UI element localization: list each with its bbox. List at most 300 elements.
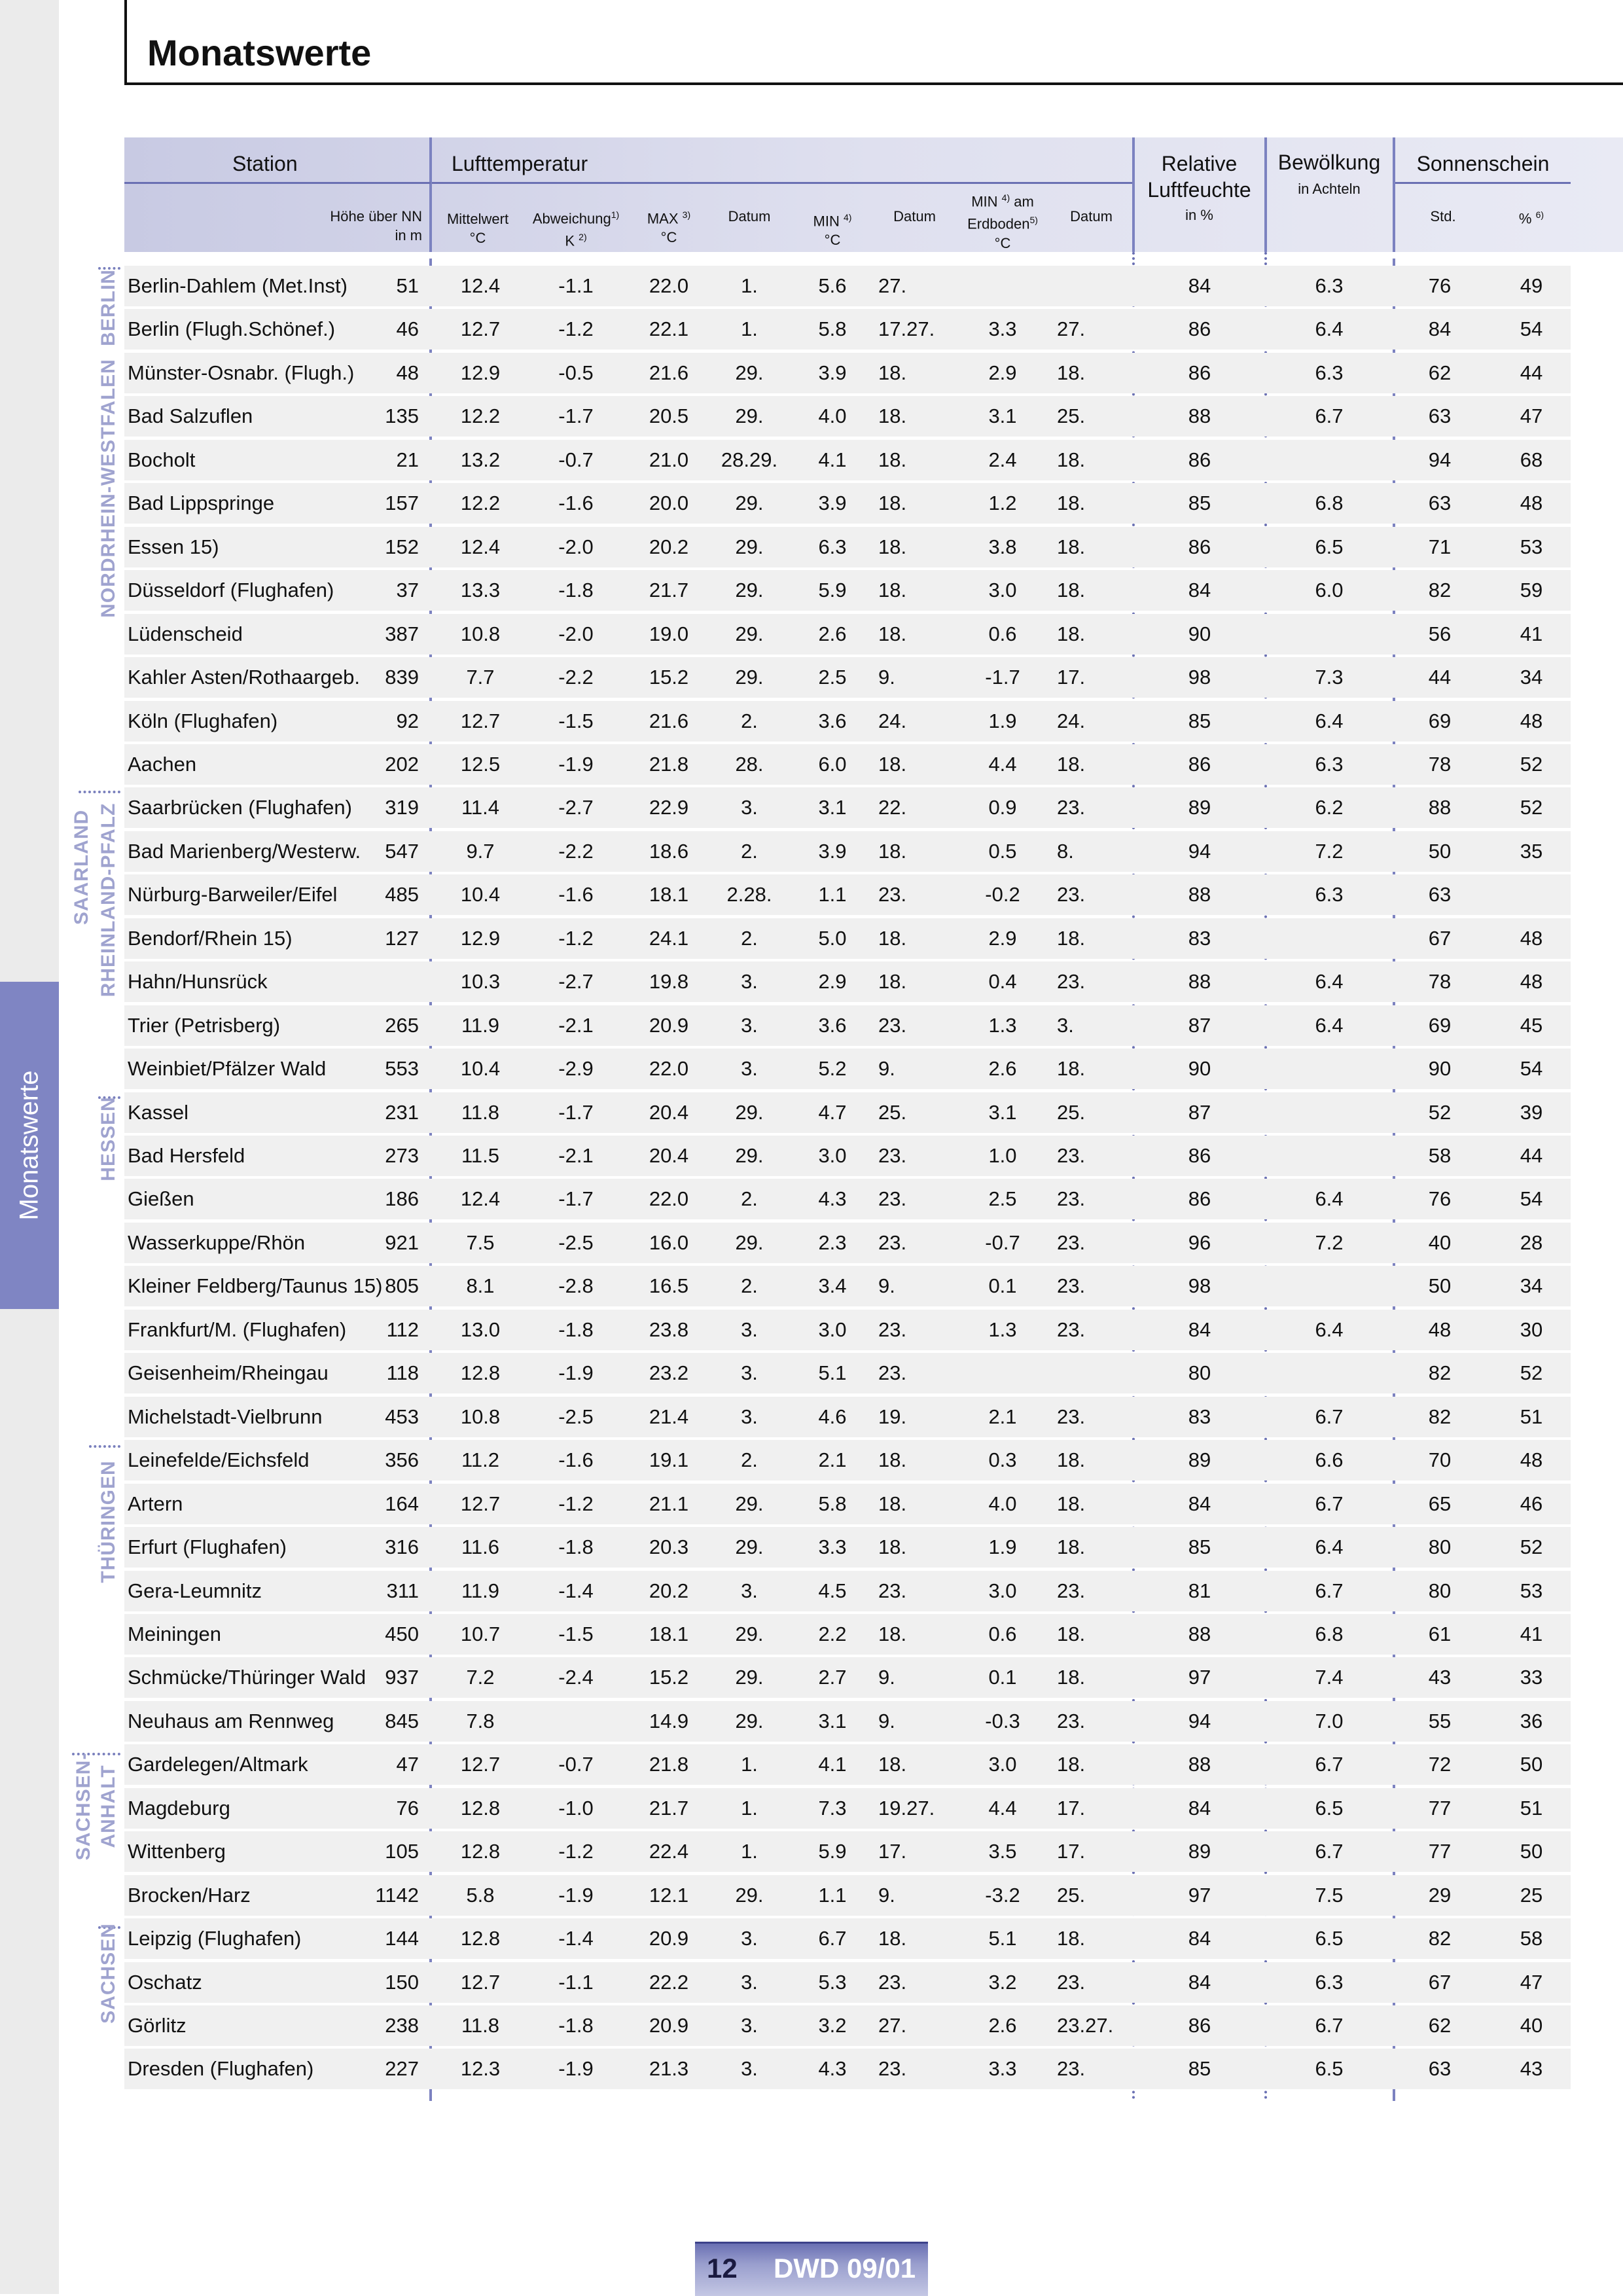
cell-rel-feuchte: 86: [1188, 2014, 1211, 2037]
cell-min-datum: 18.: [878, 1927, 907, 1950]
cell-sonnenschein-std: 69: [1428, 1014, 1452, 1037]
cell-rel-feuchte: 88: [1188, 1623, 1211, 1645]
cell-sonnenschein-pct: 52: [1520, 796, 1543, 819]
cell-abweichung: -2.0: [558, 622, 594, 645]
cell-sonnenschein-std: 82: [1428, 579, 1452, 601]
cell-abweichung: [524, 1700, 628, 1743]
cell-abweichung: -2.1: [558, 1144, 594, 1167]
header-bewoelkung: Bewölkung: [1277, 151, 1381, 174]
cell-max: 20.0: [649, 492, 689, 514]
cell-rel-feuchte: 86: [1188, 448, 1211, 471]
cell-max: 15.2: [649, 666, 689, 689]
cell-sonnenschein-pct: 68: [1520, 448, 1543, 471]
cell-sonnenschein-std: 94: [1428, 448, 1452, 471]
cell-max: 20.9: [649, 1927, 689, 1950]
cell-min: 2.2: [818, 1623, 847, 1645]
cell-max-datum: 29.: [735, 404, 764, 427]
cell-mittelwert: 10.4: [460, 883, 501, 906]
cell-erd-datum: 18.: [1057, 579, 1086, 601]
header-underline: [124, 182, 431, 184]
cell-erd-datum: [1057, 1352, 1132, 1395]
cell-abweichung: -1.7: [558, 1187, 594, 1210]
cell-sonnenschein-pct: 47: [1520, 404, 1543, 427]
cell-station: Bad Marienberg/Westerw.: [128, 840, 361, 863]
table-row: [0, 700, 1623, 743]
cell-min-erdboden: -0.2: [985, 883, 1020, 906]
cell-bewoelkung: 6.4: [1315, 1318, 1344, 1341]
cell-min-datum: 9.: [878, 1274, 895, 1297]
cell-rel-feuchte: 84: [1188, 274, 1211, 297]
cell-station: Aachen: [128, 753, 197, 776]
cell-mittelwert: 8.1: [466, 1274, 495, 1297]
cell-min-erdboden: 3.5: [988, 1840, 1017, 1863]
header-std: Std.: [1430, 208, 1456, 224]
cell-max-datum: 2.: [741, 1448, 758, 1471]
cell-min-erdboden: 0.6: [988, 622, 1017, 645]
cell-abweichung: -1.9: [558, 1884, 594, 1907]
cell-min: 5.9: [818, 579, 847, 601]
header-rf-unit: in %: [1185, 207, 1213, 223]
cell-hoehe: 135: [385, 404, 419, 427]
cell-min-erdboden: 2.6: [988, 1057, 1017, 1080]
cell-mittelwert: 12.7: [460, 709, 501, 732]
cell-station: Wittenberg: [128, 1840, 226, 1863]
header-min-erdboden: MIN $^{4)}$ am Erdboden$^{5)}$ °C: [967, 192, 1038, 251]
header-station: Station: [232, 152, 298, 175]
cell-bewoelkung: 6.0: [1315, 579, 1344, 601]
cell-bewoelkung: [1267, 1352, 1391, 1395]
cell-min: 4.3: [818, 2057, 847, 2080]
cell-sonnenschein-pct: 28: [1520, 1231, 1543, 1254]
cell-min: 5.8: [818, 317, 847, 340]
cell-station: Neuhaus am Rennweg: [128, 1710, 334, 1732]
table-row: [0, 1047, 1623, 1090]
cell-bewoelkung: 6.7: [1315, 404, 1344, 427]
cell-bewoelkung: 6.7: [1315, 1579, 1344, 1602]
cell-hoehe: 105: [385, 1840, 419, 1863]
cell-rel-feuchte: 80: [1188, 1361, 1211, 1384]
cell-min-datum: 18.: [878, 492, 907, 514]
cell-rel-feuchte: 85: [1188, 492, 1211, 514]
cell-bewoelkung: 6.4: [1315, 970, 1344, 993]
cell-max: 22.9: [649, 796, 689, 819]
cell-sonnenschein-std: 58: [1428, 1144, 1452, 1167]
cell-bewoelkung: 6.3: [1315, 1971, 1344, 1994]
header-relative: Relative: [1161, 152, 1238, 175]
cell-sonnenschein-std: 78: [1428, 970, 1452, 993]
cell-abweichung: -1.6: [558, 492, 594, 514]
cell-min-erdboden: [957, 1352, 1048, 1395]
cell-max-datum: 1.: [741, 1753, 758, 1776]
header-bew-unit: in Achteln: [1298, 181, 1361, 197]
cell-hoehe: 238: [385, 2014, 419, 2037]
cell-bewoelkung: 7.0: [1315, 1710, 1344, 1732]
cell-min: 4.3: [818, 1187, 847, 1210]
cell-sonnenschein-pct: 49: [1520, 274, 1543, 297]
cell-station: Oschatz: [128, 1971, 202, 1994]
table-row: [0, 395, 1623, 438]
cell-min-erdboden: 3.1: [988, 404, 1017, 427]
cell-station: Essen 15): [128, 535, 219, 558]
cell-min-datum: 9.: [878, 1884, 895, 1907]
cell-min: 4.7: [818, 1101, 847, 1124]
cell-rel-feuchte: 81: [1188, 1579, 1211, 1602]
cell-hoehe: 453: [385, 1405, 419, 1428]
cell-erd-datum: 18.: [1057, 1927, 1086, 1950]
table-row: [0, 1961, 1623, 2004]
cell-sonnenschein-pct: 40: [1520, 2014, 1543, 2037]
cell-min-datum: 18.: [878, 927, 907, 950]
group-label-hessen: HESSEN: [98, 1096, 119, 1181]
cell-min: 4.1: [818, 448, 847, 471]
cell-max-datum: 28.: [735, 753, 764, 776]
cell-hoehe: 450: [385, 1623, 419, 1645]
cell-sonnenschein-std: 56: [1428, 622, 1452, 645]
cell-sonnenschein-pct: 48: [1520, 927, 1543, 950]
cell-station: Leipzig (Flughafen): [128, 1927, 302, 1950]
cell-erd-datum: 18.: [1057, 1057, 1086, 1080]
cell-max-datum: 29.: [735, 1231, 764, 1254]
cell-min-erdboden: 4.4: [988, 1797, 1017, 1820]
cell-rel-feuchte: 88: [1188, 883, 1211, 906]
cell-max-datum: 3.: [741, 796, 758, 819]
table-row: [0, 1439, 1623, 1482]
table-row: [0, 1917, 1623, 1960]
cell-erd-datum: 18.: [1057, 1753, 1086, 1776]
cell-rel-feuchte: 94: [1188, 1710, 1211, 1732]
cell-max: 18.1: [649, 883, 689, 906]
cell-max: 23.8: [649, 1318, 689, 1341]
cell-max-datum: 28.29.: [721, 448, 778, 471]
cell-sonnenschein-std: 90: [1428, 1057, 1452, 1080]
cell-min-datum: 18.: [878, 448, 907, 471]
cell-hoehe: 316: [385, 1535, 419, 1558]
cell-min: 2.9: [818, 970, 847, 993]
cell-max-datum: 29.: [735, 535, 764, 558]
cell-erd-datum: 23.: [1057, 1187, 1086, 1210]
cell-bewoelkung: 7.2: [1315, 840, 1344, 863]
cell-station: Saarbrücken (Flughafen): [128, 796, 352, 819]
table-row: [0, 960, 1623, 1003]
cell-mittelwert: 12.7: [460, 1753, 501, 1776]
cell-bewoelkung: 6.7: [1315, 1840, 1344, 1863]
cell-max: 20.9: [649, 1014, 689, 1037]
cell-rel-feuchte: 86: [1188, 535, 1211, 558]
cell-min-erdboden: 4.0: [988, 1492, 1017, 1515]
header-prozent: % $^{6)}$: [1518, 209, 1544, 227]
cell-abweichung: -2.0: [558, 535, 594, 558]
cell-station: Berlin-Dahlem (Met.Inst): [128, 274, 348, 297]
cell-rel-feuchte: 90: [1188, 622, 1211, 645]
table-row: [0, 2047, 1623, 2090]
cell-hoehe: 921: [385, 1231, 419, 1254]
cell-min-erdboden: 4.4: [988, 753, 1017, 776]
cell-abweichung: -2.5: [558, 1405, 594, 1428]
cell-sonnenschein-pct: 30: [1520, 1318, 1543, 1341]
cell-sonnenschein-pct: 54: [1520, 317, 1543, 340]
cell-bewoelkung: 6.3: [1315, 753, 1344, 776]
cell-min-erdboden: 1.0: [988, 1144, 1017, 1167]
cell-hoehe: 387: [385, 622, 419, 645]
cell-min: 7.3: [818, 1797, 847, 1820]
cell-abweichung: -2.2: [558, 666, 594, 689]
cell-rel-feuchte: 84: [1188, 1971, 1211, 1994]
cell-max-datum: 29.: [735, 622, 764, 645]
cell-sonnenschein-std: 80: [1428, 1535, 1452, 1558]
table-row: [0, 1482, 1623, 1526]
cell-rel-feuchte: 87: [1188, 1101, 1211, 1124]
cell-erd-datum: 18.: [1057, 1492, 1086, 1515]
cell-bewoelkung: [1267, 613, 1391, 656]
cell-bewoelkung: 6.5: [1315, 1927, 1344, 1950]
cell-min-erdboden: 0.3: [988, 1448, 1017, 1471]
cell-abweichung: -0.7: [558, 1753, 594, 1776]
cell-erd-datum: 18.: [1057, 535, 1086, 558]
cell-sonnenschein-std: 50: [1428, 1274, 1452, 1297]
cell-mittelwert: 13.0: [460, 1318, 501, 1341]
cell-min-datum: 9.: [878, 1666, 895, 1689]
cell-station: Hahn/Hunsrück: [128, 970, 268, 993]
table-row: [0, 2004, 1623, 2047]
group-label-sachsen: SACHSEN: [98, 1923, 119, 2024]
cell-mittelwert: 10.8: [460, 1405, 501, 1428]
cell-mittelwert: 12.2: [460, 404, 501, 427]
cell-bewoelkung: 6.4: [1315, 1187, 1344, 1210]
cell-sonnenschein-pct: 34: [1520, 1274, 1543, 1297]
cell-station: Weinbiet/Pfälzer Wald: [128, 1057, 327, 1080]
cell-bewoelkung: 6.4: [1315, 317, 1344, 340]
cell-bewoelkung: 7.3: [1315, 666, 1344, 689]
cell-station: Bocholt: [128, 448, 196, 471]
cell-mittelwert: 12.2: [460, 492, 501, 514]
header-hoehe: Höhe über NN in m: [330, 208, 422, 243]
cell-min: 3.4: [818, 1274, 847, 1297]
cell-sonnenschein-pct: 44: [1520, 361, 1543, 384]
cell-min: 4.0: [818, 404, 847, 427]
cell-min: 6.0: [818, 753, 847, 776]
cell-min-datum: 9.: [878, 1710, 895, 1732]
cell-abweichung: -1.4: [558, 1927, 594, 1950]
cell-min-datum: 18.: [878, 579, 907, 601]
cell-erd-datum: 18.: [1057, 448, 1086, 471]
header-min: MIN $^{4)}$ °C: [813, 212, 852, 249]
cell-max: 22.4: [649, 1840, 689, 1863]
cell-max-datum: 29.: [735, 666, 764, 689]
cell-station: Schmücke/Thüringer Wald: [128, 1666, 366, 1689]
cell-bewoelkung: 6.7: [1315, 1492, 1344, 1515]
cell-abweichung: -1.7: [558, 404, 594, 427]
cell-min-erdboden: 0.4: [988, 970, 1017, 993]
cell-min-datum: 23.: [878, 883, 907, 906]
cell-min-datum: 18.: [878, 753, 907, 776]
table-row: [0, 743, 1623, 786]
cell-max: 19.8: [649, 970, 689, 993]
table-row: [0, 830, 1623, 873]
cell-rel-feuchte: 87: [1188, 1014, 1211, 1037]
cell-hoehe: 118: [386, 1361, 419, 1384]
cell-sonnenschein-std: 78: [1428, 753, 1452, 776]
cell-rel-feuchte: 86: [1188, 753, 1211, 776]
cell-min-datum: 9.: [878, 1057, 895, 1080]
cell-min-datum: 23.: [878, 1579, 907, 1602]
cell-max: 22.2: [649, 1971, 689, 1994]
cell-sonnenschein-pct: [1492, 873, 1571, 916]
cell-min-datum: 23.: [878, 2057, 907, 2080]
table-row: [0, 613, 1623, 656]
cell-abweichung: -1.8: [558, 579, 594, 601]
cell-rel-feuchte: 89: [1188, 1840, 1211, 1863]
cell-hoehe: 157: [385, 492, 419, 514]
cell-min-erdboden: 3.2: [988, 1971, 1017, 1994]
cell-mittelwert: 12.3: [460, 2057, 501, 2080]
cell-hoehe: 47: [396, 1753, 419, 1776]
cell-min-erdboden: 3.0: [988, 1753, 1017, 1776]
cell-abweichung: -1.9: [558, 1361, 594, 1384]
cell-min: 3.6: [818, 709, 847, 732]
cell-station: Frankfurt/M. (Flughafen): [128, 1318, 347, 1341]
cell-station: Trier (Petrisberg): [128, 1014, 281, 1037]
cell-bewoelkung: 6.2: [1315, 796, 1344, 819]
cell-min-datum: 23.: [878, 1318, 907, 1341]
cell-sonnenschein-pct: 34: [1520, 666, 1543, 689]
cell-max: 19.1: [649, 1448, 689, 1471]
cell-erd-datum: 25.: [1057, 1101, 1086, 1124]
cell-min: 2.1: [818, 1448, 847, 1471]
cell-erd-datum: 23.: [1057, 1405, 1086, 1428]
cell-abweichung: -1.5: [558, 1623, 594, 1645]
cell-max-datum: 29.: [735, 1101, 764, 1124]
publication-label: DWD 09/01: [774, 2253, 916, 2284]
cell-max-datum: 3.: [741, 1927, 758, 1950]
group-label-saarland: SAARLAND: [71, 809, 92, 925]
cell-min-erdboden: 0.1: [988, 1274, 1017, 1297]
table-row: [0, 1004, 1623, 1047]
cell-max: 18.1: [649, 1623, 689, 1645]
cell-mittelwert: 11.8: [461, 2014, 500, 2037]
table-row: [0, 1352, 1623, 1395]
cell-sonnenschein-pct: 41: [1520, 622, 1543, 645]
cell-rel-feuchte: 84: [1188, 1797, 1211, 1820]
cell-max-datum: 2.: [741, 840, 758, 863]
cell-abweichung: -1.1: [558, 274, 594, 297]
cell-max: 23.2: [649, 1361, 689, 1384]
cell-max-datum: 3.: [741, 1318, 758, 1341]
cell-abweichung: -2.9: [558, 1057, 594, 1080]
cell-sonnenschein-std: 77: [1428, 1797, 1452, 1820]
cell-min-datum: 23.: [878, 1144, 907, 1167]
cell-rel-feuchte: 89: [1188, 1448, 1211, 1471]
cell-max: 14.9: [649, 1710, 689, 1732]
cell-mittelwert: 9.7: [466, 840, 495, 863]
cell-erd-datum: 23.: [1057, 796, 1086, 819]
header-luftfeuchte: Luftfeuchte: [1147, 178, 1251, 202]
cell-bewoelkung: 6.7: [1315, 1405, 1344, 1428]
cell-rel-feuchte: 90: [1188, 1057, 1211, 1080]
cell-rel-feuchte: 86: [1188, 317, 1211, 340]
cell-min: 4.6: [818, 1405, 847, 1428]
cell-erd-datum: 18.: [1057, 1535, 1086, 1558]
cell-sonnenschein-std: 80: [1428, 1579, 1452, 1602]
cell-rel-feuchte: 85: [1188, 709, 1211, 732]
cell-min: 5.9: [818, 1840, 847, 1863]
cell-hoehe: 805: [385, 1274, 419, 1297]
cell-station: Gießen: [128, 1187, 194, 1210]
cell-rel-feuchte: 88: [1188, 970, 1211, 993]
cell-max-datum: 3.: [741, 1361, 758, 1384]
cell-station: Bad Lippspringe: [128, 492, 275, 514]
cell-min-erdboden: 0.9: [988, 796, 1017, 819]
cell-sonnenschein-std: 50: [1428, 840, 1452, 863]
cell-abweichung: -2.1: [558, 1014, 594, 1037]
cell-min: 3.1: [818, 796, 847, 819]
cell-sonnenschein-pct: 41: [1520, 1623, 1543, 1645]
cell-bewoelkung: 6.7: [1315, 2014, 1344, 2037]
cell-min-erdboden: 2.9: [988, 927, 1017, 950]
cell-bewoelkung: [1267, 917, 1391, 960]
cell-bewoelkung: 6.3: [1315, 361, 1344, 384]
cell-min: 3.0: [818, 1144, 847, 1167]
cell-sonnenschein-std: 63: [1428, 404, 1452, 427]
cell-hoehe: 46: [396, 317, 419, 340]
cell-min: 2.5: [818, 666, 847, 689]
cell-mittelwert: 12.7: [460, 1492, 501, 1515]
cell-sonnenschein-pct: 25: [1520, 1884, 1543, 1907]
cell-min: 3.9: [818, 361, 847, 384]
cell-sonnenschein-std: 65: [1428, 1492, 1452, 1515]
cell-erd-datum: 18.: [1057, 1623, 1086, 1645]
cell-mittelwert: 11.2: [461, 1448, 500, 1471]
cell-erd-datum: 23.: [1057, 1231, 1086, 1254]
cell-erd-datum: [1057, 264, 1132, 308]
cell-abweichung: -2.5: [558, 1231, 594, 1254]
cell-mittelwert: 13.3: [460, 579, 501, 601]
cell-hoehe: 273: [385, 1144, 419, 1167]
cell-max-datum: 29.: [735, 579, 764, 601]
cell-hoehe: 186: [385, 1187, 419, 1210]
cell-max-datum: 3.: [741, 1971, 758, 1994]
table-row: [0, 917, 1623, 960]
cell-hoehe: 547: [385, 840, 419, 863]
cell-erd-datum: 18.: [1057, 361, 1086, 384]
cell-hoehe: 48: [396, 361, 419, 384]
cell-rel-feuchte: 83: [1188, 1405, 1211, 1428]
cell-max-datum: 3.: [741, 1014, 758, 1037]
cell-bewoelkung: 6.8: [1315, 492, 1344, 514]
cell-rel-feuchte: 94: [1188, 840, 1211, 863]
cell-abweichung: -2.7: [558, 970, 594, 993]
table-row: [0, 308, 1623, 351]
cell-rel-feuchte: 86: [1188, 1187, 1211, 1210]
cell-erd-datum: 23.: [1057, 1274, 1086, 1297]
cell-hoehe: [353, 960, 419, 1003]
table-row: [0, 1700, 1623, 1743]
header-min-datum: Datum: [893, 208, 936, 224]
cell-erd-datum: 18.: [1057, 492, 1086, 514]
cell-mittelwert: 11.6: [461, 1535, 500, 1558]
cell-min-erdboden: 1.9: [988, 1535, 1017, 1558]
cell-min-datum: 27.: [878, 274, 907, 297]
cell-abweichung: -1.9: [558, 2057, 594, 2080]
cell-max: 21.7: [649, 579, 689, 601]
cell-min-erdboden: 5.1: [988, 1927, 1017, 1950]
cell-rel-feuchte: 84: [1188, 1492, 1211, 1515]
cell-station: Gera-Leumnitz: [128, 1579, 262, 1602]
cell-hoehe: 150: [385, 1971, 419, 1994]
cell-sonnenschein-pct: 48: [1520, 709, 1543, 732]
cell-hoehe: 845: [385, 1710, 419, 1732]
cell-abweichung: -1.8: [558, 1535, 594, 1558]
cell-sonnenschein-std: 71: [1428, 535, 1452, 558]
